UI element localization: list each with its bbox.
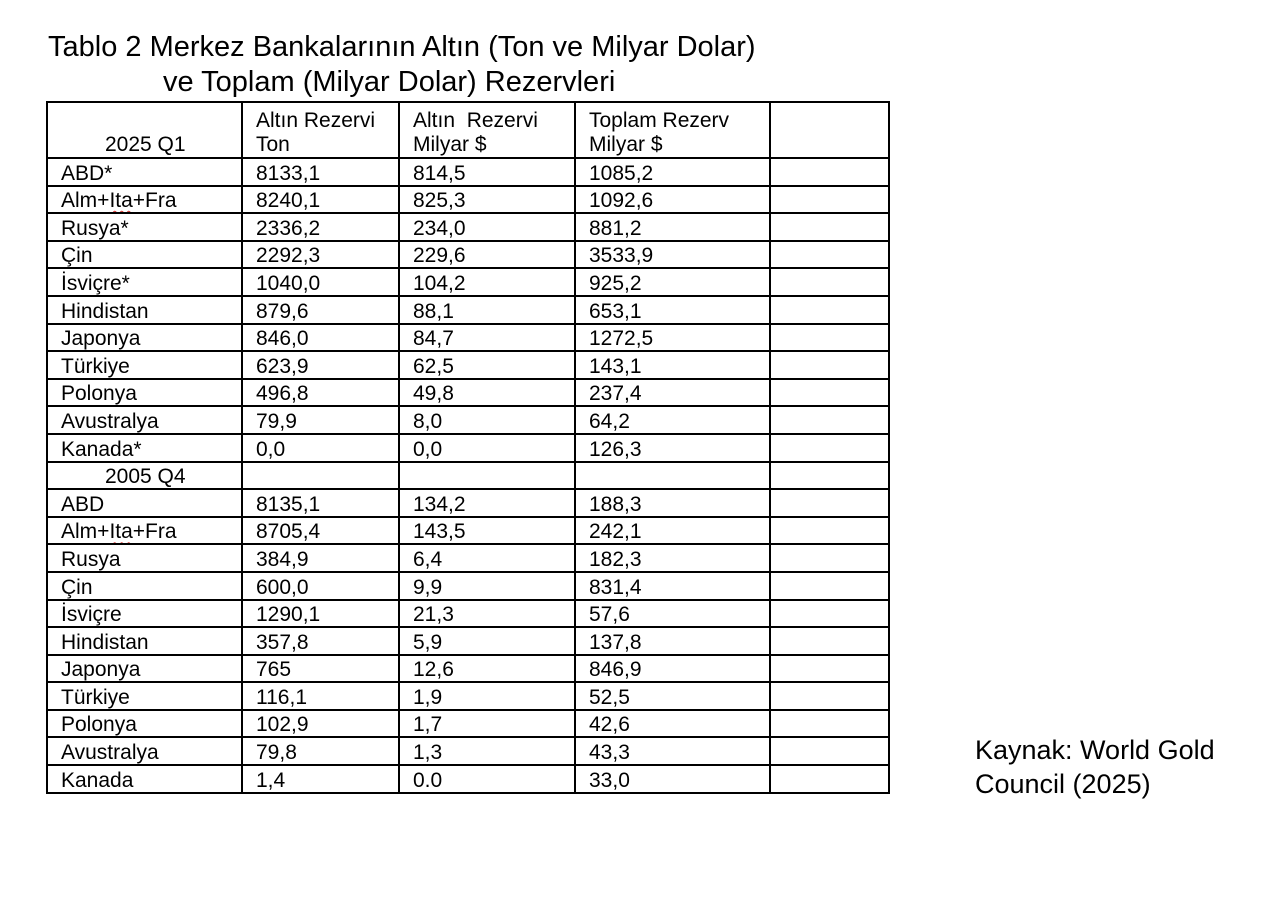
table-row (47, 406, 889, 434)
table-row (47, 241, 889, 269)
total-usd-text: 653,1 (589, 299, 642, 323)
table-row (47, 489, 889, 517)
gold-ton-cell (242, 627, 399, 655)
country-text: Avustralya (61, 409, 159, 433)
gold-usd-text: 0,0 (413, 437, 443, 461)
gold-ton-text: 8240,1 (256, 189, 321, 213)
gold-ton-text: 1290,1 (256, 603, 321, 627)
gold-ton-cell (242, 517, 399, 545)
document-title (48, 30, 756, 100)
total-usd-cell (575, 544, 770, 572)
country-cell (47, 296, 242, 324)
empty-cell (770, 765, 889, 793)
country-text: ABD (61, 492, 105, 516)
empty-cell (770, 158, 889, 186)
gold-usd-text: 84,7 (413, 327, 454, 351)
table-row (47, 682, 889, 710)
gold-usd-text: 1,3 (413, 741, 443, 765)
total-usd-text: 1085,2 (589, 161, 654, 185)
total-usd-cell (575, 296, 770, 324)
total-usd-text: 1092,6 (589, 189, 654, 213)
gold-usd-text: 5,9 (413, 630, 443, 654)
country-cell (47, 600, 242, 628)
table-row (47, 655, 889, 683)
table-row (47, 213, 889, 241)
empty-cell (770, 434, 889, 462)
gold-usd-text: 6,4 (413, 547, 443, 571)
country-cell (47, 406, 242, 434)
country-cell (47, 737, 242, 765)
table-header-row (47, 102, 889, 158)
gold-ton-text: 600,0 (256, 575, 309, 599)
table-row (47, 434, 889, 462)
total-usd-cell (575, 489, 770, 517)
header-total-usd-line2: Milyar $ (589, 133, 663, 156)
total-usd-text: 137,8 (589, 630, 642, 654)
total-usd-text: 52,5 (589, 685, 630, 709)
table-row (47, 379, 889, 407)
total-usd-text: 846,9 (589, 658, 642, 682)
header-total-usd-cell (575, 102, 770, 158)
total-usd-cell (575, 351, 770, 379)
country-text: İsviçre* (61, 271, 130, 295)
gold-ton-cell (242, 434, 399, 462)
gold-usd-text: 104,2 (413, 271, 466, 295)
header-gold-usd-cell (399, 102, 575, 158)
empty-cell (770, 737, 889, 765)
gold-ton-text: 79,9 (256, 409, 297, 433)
total-usd-text: 33,0 (589, 768, 630, 792)
gold-ton-text: 8705,4 (256, 520, 321, 544)
empty-cell (770, 655, 889, 683)
gold-reserves-table (46, 101, 890, 794)
table-row (47, 186, 889, 214)
country-cell (47, 627, 242, 655)
gold-usd-text: 12,6 (413, 658, 454, 682)
header-gold-ton-line1: Altın Rezervi (256, 109, 376, 132)
total-usd-text: 43,3 (589, 741, 630, 765)
gold-usd-text: 229,6 (413, 244, 466, 268)
gold-ton-text: 2292,3 (256, 244, 321, 268)
gold-usd-cell (399, 655, 575, 683)
table-row (47, 158, 889, 186)
gold-ton-text: 102,9 (256, 713, 309, 737)
country-cell (47, 765, 242, 793)
total-usd-cell (575, 406, 770, 434)
gold-ton-text: 79,8 (256, 741, 297, 765)
country-cell (47, 241, 242, 269)
gold-ton-cell (242, 379, 399, 407)
gold-ton-text: 1,4 (256, 768, 286, 792)
empty-cell (770, 213, 889, 241)
country-text: İsviçre (61, 603, 122, 627)
country-text: Rusya* (61, 216, 129, 240)
empty-cell (770, 241, 889, 269)
source-line-2: Council (2025) (975, 769, 1151, 799)
table-row (47, 296, 889, 324)
country-text: Alm+Ita+Fra (61, 189, 177, 213)
table-row (47, 710, 889, 738)
gold-usd-text: 9,9 (413, 575, 443, 599)
gold-ton-cell (242, 489, 399, 517)
empty-cell (770, 627, 889, 655)
total-usd-cell (575, 627, 770, 655)
country-text: Hindistan (61, 299, 149, 323)
gold-usd-text: 143,5 (413, 520, 466, 544)
country-cell (47, 351, 242, 379)
header-gold-ton-cell (242, 102, 399, 158)
total-usd-cell (575, 186, 770, 214)
source-line-1: Kaynak: World Gold (975, 735, 1215, 765)
gold-usd-cell (399, 296, 575, 324)
title-line-1: Tablo 2 Merkez Bankalarının Altın (Ton ve Milyar Dolar) (48, 31, 756, 63)
gold-usd-cell (399, 213, 575, 241)
gold-ton-cell (242, 406, 399, 434)
gold-ton-cell (242, 213, 399, 241)
gold-usd-cell (399, 544, 575, 572)
total-usd-text: 925,2 (589, 271, 642, 295)
empty-cell (770, 710, 889, 738)
gold-ton-cell (242, 351, 399, 379)
table-row (47, 324, 889, 352)
table-row (47, 517, 889, 545)
gold-usd-cell (399, 710, 575, 738)
section-period-cell: 2005 Q4 (47, 462, 242, 490)
gold-usd-text: 8,0 (413, 409, 443, 433)
gold-usd-text: 21,3 (413, 603, 454, 627)
gold-usd-text: 234,0 (413, 216, 466, 240)
country-cell (47, 324, 242, 352)
gold-usd-cell (399, 627, 575, 655)
gold-usd-text: 814,5 (413, 161, 466, 185)
total-usd-text: 3533,9 (589, 244, 654, 268)
gold-ton-text: 1040,0 (256, 271, 321, 295)
country-text: Rusya (61, 547, 121, 571)
gold-usd-text: 825,3 (413, 189, 466, 213)
gold-usd-cell (399, 268, 575, 296)
country-cell (47, 268, 242, 296)
empty-cell (770, 544, 889, 572)
empty-cell (770, 296, 889, 324)
gold-ton-cell (242, 655, 399, 683)
section-period-row (47, 462, 889, 490)
total-usd-text: 42,6 (589, 713, 630, 737)
empty-cell (770, 324, 889, 352)
total-usd-cell (575, 682, 770, 710)
table-row (47, 737, 889, 765)
country-text: Polonya (61, 713, 137, 737)
country-cell (47, 572, 242, 600)
country-cell (47, 379, 242, 407)
gold-ton-text: 8135,1 (256, 492, 321, 516)
total-usd-text: 126,3 (589, 437, 642, 461)
total-usd-cell (575, 324, 770, 352)
country-text: Avustralya (61, 741, 159, 765)
section-empty-cell (770, 462, 889, 490)
total-usd-cell (575, 241, 770, 269)
gold-usd-text: 1,9 (413, 685, 443, 709)
table-row (47, 351, 889, 379)
gold-ton-text: 765 (256, 658, 292, 682)
gold-usd-text: 1,7 (413, 713, 443, 737)
spellcheck-mark: Ita (109, 520, 133, 544)
empty-cell (770, 379, 889, 407)
gold-ton-text: 0,0 (256, 437, 286, 461)
header-gold-ton-line2: Ton (256, 133, 290, 156)
country-text: Çin (61, 575, 93, 599)
gold-usd-cell (399, 351, 575, 379)
country-cell (47, 158, 242, 186)
total-usd-text: 182,3 (589, 547, 642, 571)
gold-usd-cell (399, 186, 575, 214)
total-usd-text: 64,2 (589, 409, 630, 433)
country-cell (47, 655, 242, 683)
gold-ton-cell (242, 158, 399, 186)
gold-usd-cell (399, 737, 575, 765)
total-usd-cell (575, 434, 770, 462)
gold-ton-text: 846,0 (256, 327, 309, 351)
empty-cell (770, 517, 889, 545)
total-usd-text: 188,3 (589, 492, 642, 516)
total-usd-text: 57,6 (589, 603, 630, 627)
gold-usd-cell (399, 434, 575, 462)
empty-cell (770, 572, 889, 600)
total-usd-cell (575, 655, 770, 683)
spellcheck-mark: Ita (109, 189, 133, 213)
gold-ton-cell (242, 544, 399, 572)
gold-ton-cell (242, 268, 399, 296)
header-period-cell: 2025 Q1 (47, 102, 242, 158)
empty-cell (770, 682, 889, 710)
country-text: Türkiye (61, 685, 130, 709)
country-text: Hindistan (61, 630, 149, 654)
gold-usd-cell (399, 241, 575, 269)
table-row (47, 544, 889, 572)
header-gold-usd-line1: Altın Rezervi (413, 109, 538, 132)
total-usd-text: 242,1 (589, 520, 642, 544)
gold-usd-cell (399, 489, 575, 517)
total-usd-text: 831,4 (589, 575, 642, 599)
table-row (47, 572, 889, 600)
total-usd-cell (575, 600, 770, 628)
country-cell (47, 682, 242, 710)
table-row (47, 268, 889, 296)
gold-ton-cell (242, 682, 399, 710)
gold-usd-cell (399, 406, 575, 434)
gold-usd-cell (399, 158, 575, 186)
gold-ton-text: 623,9 (256, 354, 309, 378)
gold-usd-cell (399, 682, 575, 710)
gold-ton-cell (242, 324, 399, 352)
empty-cell (770, 268, 889, 296)
total-usd-cell (575, 213, 770, 241)
total-usd-cell (575, 710, 770, 738)
total-usd-cell (575, 379, 770, 407)
total-usd-cell (575, 737, 770, 765)
gold-ton-cell (242, 572, 399, 600)
gold-ton-cell (242, 765, 399, 793)
gold-ton-text: 116,1 (256, 685, 307, 709)
gold-ton-cell (242, 241, 399, 269)
gold-ton-text: 2336,2 (256, 216, 321, 240)
header-total-usd-line1: Toplam Rezerv (589, 109, 730, 132)
country-cell (47, 710, 242, 738)
total-usd-cell (575, 572, 770, 600)
country-cell (47, 434, 242, 462)
empty-cell (770, 406, 889, 434)
country-text: Kanada* (61, 437, 142, 461)
country-cell (47, 186, 242, 214)
source-note (975, 733, 1265, 801)
header-gold-usd-line2: Milyar $ (413, 133, 487, 156)
total-usd-text: 237,4 (589, 382, 642, 406)
header-empty-cell (770, 102, 889, 158)
country-text: Kanada (61, 768, 134, 792)
total-usd-cell (575, 158, 770, 186)
gold-ton-text: 384,9 (256, 547, 309, 571)
gold-ton-text: 357,8 (256, 630, 309, 654)
title-line-2: ve Toplam (Milyar Dolar) Rezervleri (163, 66, 616, 98)
country-text: Japonya (61, 327, 141, 351)
gold-ton-cell (242, 186, 399, 214)
section-empty-cell (575, 462, 770, 490)
gold-ton-cell (242, 710, 399, 738)
gold-ton-text: 8133,1 (256, 161, 321, 185)
total-usd-text: 143,1 (589, 354, 642, 378)
country-cell (47, 489, 242, 517)
country-text: Polonya (61, 382, 137, 406)
gold-usd-cell (399, 379, 575, 407)
country-cell (47, 213, 242, 241)
country-cell (47, 544, 242, 572)
empty-cell (770, 489, 889, 517)
empty-cell (770, 600, 889, 628)
total-usd-cell (575, 268, 770, 296)
gold-usd-text: 134,2 (413, 492, 466, 516)
country-cell (47, 517, 242, 545)
table-row (47, 627, 889, 655)
section-empty-cell (399, 462, 575, 490)
gold-usd-text: 49,8 (413, 382, 454, 406)
gold-usd-cell (399, 600, 575, 628)
gold-ton-text: 879,6 (256, 299, 309, 323)
empty-cell (770, 186, 889, 214)
table-body (47, 102, 889, 793)
gold-usd-text: 62,5 (413, 354, 454, 378)
gold-usd-cell (399, 765, 575, 793)
total-usd-cell (575, 517, 770, 545)
gold-ton-cell (242, 600, 399, 628)
country-text: Japonya (61, 658, 141, 682)
total-usd-cell (575, 765, 770, 793)
table-row (47, 765, 889, 793)
gold-ton-text: 496,8 (256, 382, 309, 406)
gold-usd-cell (399, 324, 575, 352)
country-text: Alm+Ita+Fra (61, 520, 177, 544)
country-text: ABD* (61, 161, 113, 185)
section-empty-cell (242, 462, 399, 490)
total-usd-text: 1272,5 (589, 327, 654, 351)
gold-ton-cell (242, 737, 399, 765)
gold-ton-cell (242, 296, 399, 324)
empty-cell (770, 351, 889, 379)
gold-usd-text: 88,1 (413, 299, 454, 323)
country-text: Çin (61, 244, 93, 268)
country-text: Türkiye (61, 354, 130, 378)
gold-usd-cell (399, 517, 575, 545)
total-usd-text: 881,2 (589, 216, 642, 240)
table-row (47, 600, 889, 628)
gold-usd-text: 0.0 (413, 768, 443, 792)
gold-usd-cell (399, 572, 575, 600)
